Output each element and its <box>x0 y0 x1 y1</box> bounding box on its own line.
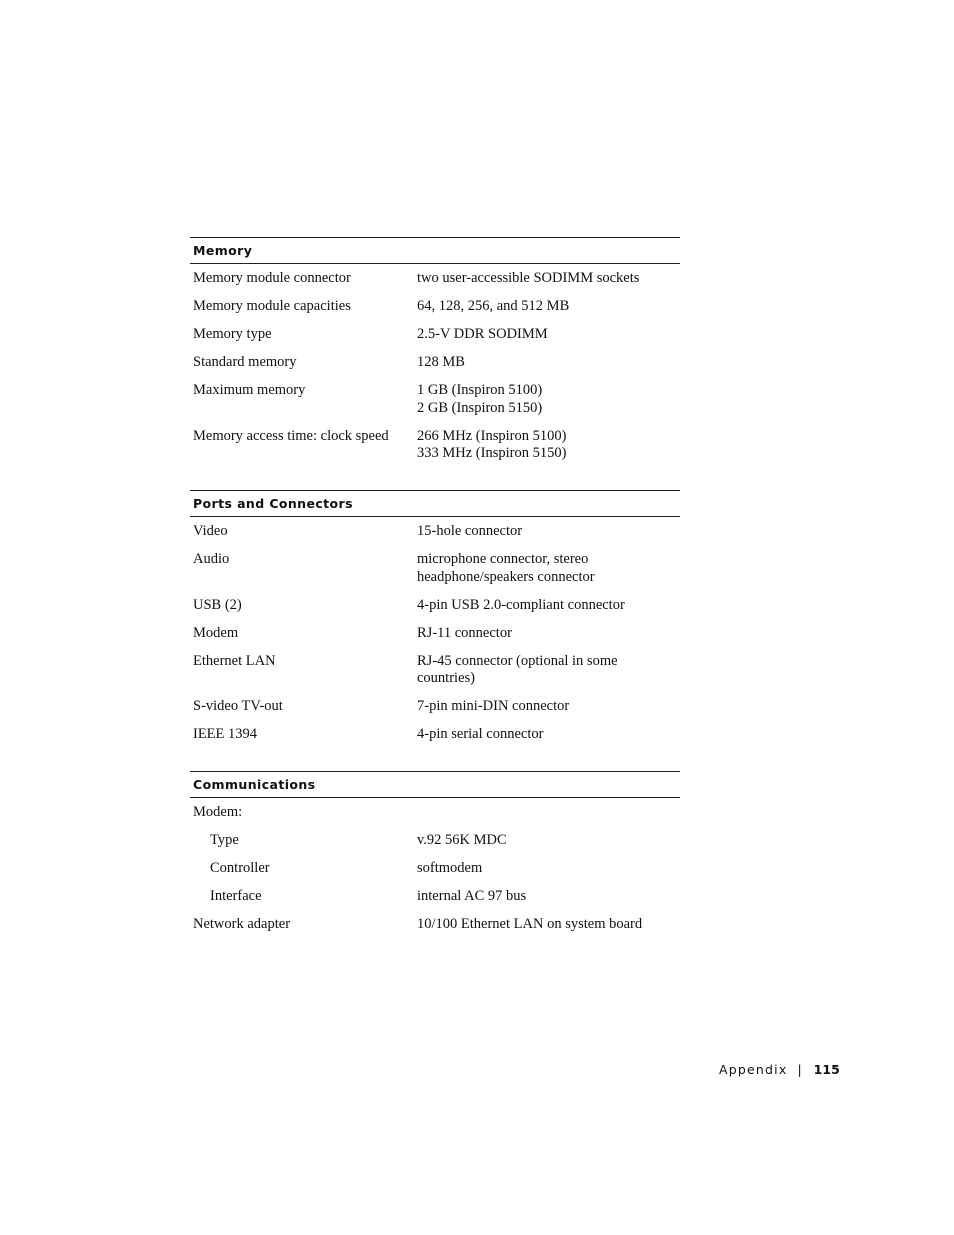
spec-value: 15-hole connector <box>417 523 523 539</box>
spec-sublabel: Interface <box>210 888 262 904</box>
spec-row <box>190 523 680 551</box>
spec-row <box>190 428 680 474</box>
spec-value: v.92 56K MDC <box>417 832 507 848</box>
spec-label: Modem <box>193 624 239 641</box>
spec-value: 266 MHz (Inspiron 5100) 333 MHz (Inspiron 5150) <box>417 427 567 461</box>
spec-label: Memory access time: clock speed <box>193 427 389 444</box>
section-heading-communications: Communications <box>190 771 680 798</box>
spec-value: microphone connector, stereo headphone/speakers connector <box>417 551 595 585</box>
section-heading-memory: Memory <box>190 237 680 264</box>
spec-label: Network adapter <box>193 916 291 932</box>
footer-separator: | <box>797 1062 802 1077</box>
spec-value: 64, 128, 256, and 512 MB <box>417 298 570 314</box>
spec-value: softmodem <box>417 860 483 876</box>
spec-value <box>417 804 680 822</box>
spec-row <box>190 597 680 625</box>
spec-row <box>190 916 680 944</box>
spec-row <box>190 625 680 653</box>
spec-label: Standard memory <box>193 354 297 370</box>
spec-label: Maximum memory <box>193 382 306 398</box>
spec-label: Memory type <box>193 326 272 342</box>
spec-label: S-video TV-out <box>193 698 283 714</box>
spec-value: 1 GB (Inspiron 5100) 2 GB (Inspiron 5150) <box>417 382 543 416</box>
footer-section-label: Appendix <box>719 1062 788 1077</box>
spec-row <box>190 698 680 726</box>
spec-value: internal AC 97 bus <box>417 888 527 904</box>
spec-value: RJ-11 connector <box>417 624 512 641</box>
spec-row <box>190 804 680 832</box>
spec-label: Modem: <box>193 804 243 820</box>
spec-row <box>190 326 680 354</box>
spec-row <box>190 298 680 326</box>
spec-label: Memory module connector <box>193 270 351 286</box>
spec-value: 7-pin mini-DIN connector <box>417 698 570 714</box>
spec-tables <box>190 237 680 944</box>
spec-label: Memory module capacities <box>193 298 351 314</box>
spec-row <box>190 551 680 597</box>
communications-section <box>190 771 680 944</box>
section-heading-ports: Ports and Connectors <box>190 490 680 517</box>
spec-value: RJ-45 connector (optional in some countries) <box>417 652 618 686</box>
spec-row <box>190 653 680 699</box>
spec-value: two user-accessible SODIMM sockets <box>417 270 640 286</box>
spec-sublabel: Controller <box>210 860 270 876</box>
spec-value: 2.5-V DDR SODIMM <box>417 326 548 342</box>
spec-row <box>190 726 680 754</box>
spec-value: 4-pin serial connector <box>417 726 544 742</box>
spec-row <box>190 832 680 860</box>
spec-row <box>190 860 680 888</box>
spec-row <box>190 382 680 428</box>
spec-value: 10/100 Ethernet LAN on system board <box>417 916 643 932</box>
page-footer <box>719 1061 840 1079</box>
spec-label: Ethernet LAN <box>193 652 276 669</box>
page-number: 115 <box>813 1062 840 1077</box>
spec-label: IEEE 1394 <box>193 726 258 742</box>
spec-label: Audio <box>193 551 230 567</box>
spec-value: 128 MB <box>417 354 465 370</box>
memory-section <box>190 237 680 490</box>
spec-label: USB (2) <box>193 596 242 613</box>
spec-sublabel: Type <box>210 832 239 848</box>
spec-label: Video <box>193 523 228 539</box>
spec-value: 4-pin USB 2.0-compliant connector <box>417 596 625 613</box>
spec-row <box>190 354 680 382</box>
ports-section <box>190 490 680 771</box>
spec-row <box>190 888 680 916</box>
spec-row <box>190 270 680 298</box>
